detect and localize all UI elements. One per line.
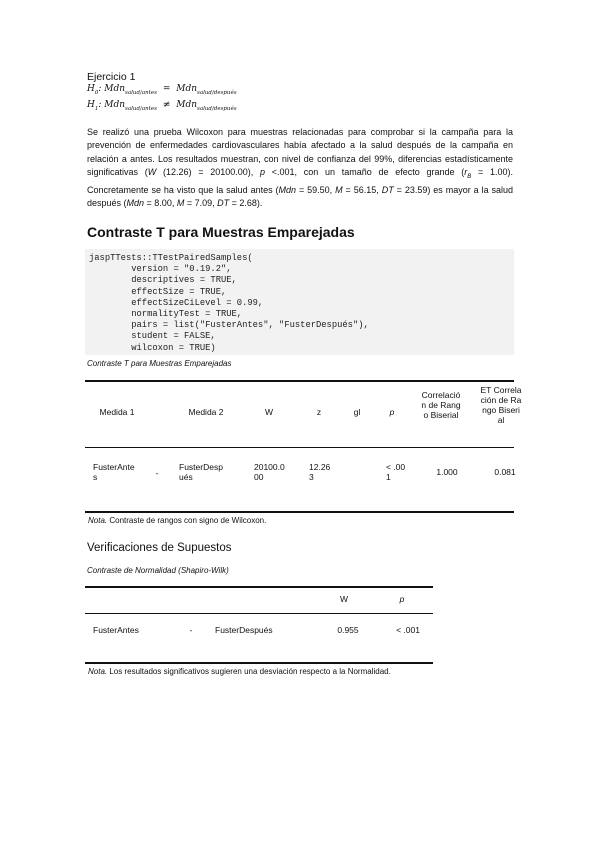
table1-header-medida1: Medida 1 bbox=[99, 407, 135, 417]
table1-cell-correlation: 1.000 bbox=[436, 467, 458, 477]
table1-cell-z: 12.263 bbox=[309, 462, 331, 482]
table1-header-p: p bbox=[389, 407, 395, 417]
table2-bottom-rule bbox=[85, 662, 433, 664]
assumptions-title: Verificaciones de Supuestos bbox=[87, 542, 232, 554]
table1-cell-w: 20100.000 bbox=[254, 462, 285, 482]
exercise-title: Ejercicio 1 bbox=[87, 71, 136, 83]
table1-header-rule bbox=[85, 447, 514, 448]
table1-header-z: z bbox=[316, 407, 322, 417]
table1-bottom-rule bbox=[85, 511, 514, 513]
alternative-hypothesis: $H_1$: Mdn$_{salud/antes}$ ≠ Mdn$_{salud/después}$ bbox=[87, 100, 237, 112]
table1-cell-dash: - bbox=[155, 468, 159, 478]
table1-cell-p: < .001 bbox=[386, 462, 406, 482]
table2-top-rule bbox=[85, 586, 433, 588]
code-block bbox=[85, 249, 514, 355]
table1-note: Nota. Contraste de rangos con signo de Wilcoxon. bbox=[88, 516, 267, 525]
table2-cell-m1: FusterAntes bbox=[93, 625, 139, 635]
table2-cell-p: < .001 bbox=[396, 625, 420, 635]
table1-header-correlation: Correlación de Rango Biserial bbox=[421, 390, 461, 420]
table2-header-w: W bbox=[339, 594, 349, 604]
table1-caption: Contraste T para Muestras Emparejadas bbox=[87, 359, 232, 368]
table2-cell-w: 0.955 bbox=[337, 625, 359, 635]
table1-header-medida2: Medida 2 bbox=[188, 407, 224, 417]
section-title: Contraste T para Muestras Emparejadas bbox=[87, 224, 355, 240]
table2-cell-dash: - bbox=[189, 625, 193, 635]
table1-cell-se-correlation: 0.081 bbox=[494, 467, 516, 477]
table2-header-p: p bbox=[399, 594, 405, 604]
table2-caption: Contraste de Normalidad (Shapiro-Wilk) bbox=[87, 566, 229, 575]
table2-cell-m2: FusterDespués bbox=[215, 625, 273, 635]
null-hypothesis: $H_0$: Mdn$_{salud/antes}$ = Mdn$_{salud/después}$ bbox=[87, 84, 237, 96]
table1-cell-medida1: FusterAntes bbox=[93, 462, 135, 482]
table2-note: Nota. Los resultados significativos sugieren una desviación respecto a la Normalidad. bbox=[88, 667, 391, 676]
table2-header-rule bbox=[85, 613, 433, 614]
results-paragraph: Se realizó una prueba Wilcoxon para muestras relacionadas para comprobar si la campaña para la prevención de enfermedades cardiovasculares había afectado a la salud después de la campaña en relación a antes. Los resultados muestran, con nivel de confianza del 99%, diferencias estadísticamente significativas (W (12.26) = 20100.00), p <.001, con un tamaño de efecto grande $(r_B = 1.00)$. Concretamente se ha visto que la salud antes (Mdn = 59.50, M = 56.15, DT = 23.59) es mayor a la salud después (Mdn = 8.00, M = 7.09, DT = 2.68). bbox=[87, 127, 514, 209]
code-text: jaspTTests::TTestPairedSamples( version = "0.19.2", descriptives = TRUE, effectSize = TRUE, effectSizeCiLevel = 0.99, normalityTest = TRUE, pairs = list("FusterAntes", "FusterDespués"), student = FALSE, wilcoxon = TRUE) bbox=[89, 253, 369, 353]
table1-top-rule bbox=[85, 380, 514, 382]
table1-header-w: W bbox=[264, 407, 274, 417]
table1-header-se-correlation: ET Correlación de Rango Biserial bbox=[480, 385, 522, 425]
table1-cell-medida2: FusterDespués bbox=[179, 462, 223, 482]
table1-header-gl: gl bbox=[353, 407, 361, 417]
